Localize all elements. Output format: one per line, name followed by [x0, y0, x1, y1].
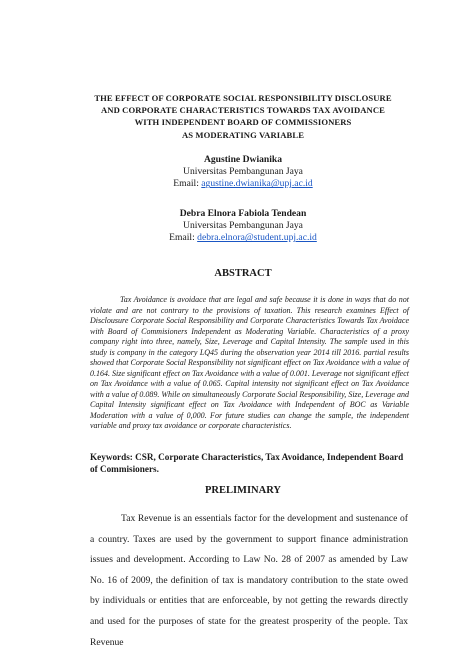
section-heading: PRELIMINARY	[204, 485, 282, 496]
author-name: Agustine Dwianika	[203, 154, 283, 165]
body-paragraph: Tax Revenue is an essentials factor for the development and sustenance of a country. Taxes are used by the government to support finance administration issues and development. According to Law No. 28 of 2007 as amended by Law No. 16 of 2009, the definition of tax is mandatory contribution to the state owed by individuals or entities that are enforceable, by not getting the rewards directly and used for the purposes of state for the greatest prosperity of the people. Tax Revenue	[90, 513, 408, 648]
paper-title	[60, 92, 426, 141]
author-affiliation: Universitas Pembangunan Jaya	[183, 220, 303, 232]
abstract-text: Tax Avoidance is avoidace that are legal and safe because it is done in ways that do not violate and are not contrary to the provisions of taxation. This research examines Effect of Disclousure Corporate Social Responsibility and Corporate Characteristics Towards Tax Avoidace with Board of Commisioners Independent as Moderating Variable. Characteristics of a proxy company right into three, namely, Size, Leverage and Capital Intensity. The sample used in this study is company in the category LQ45 during the observation year 2014 till 2016. partial results showed that Corporate Social Responsibility not significant effect on Tax Avoidance with a value of 0.164. Size significant effect on Tax Avoidance with a value of 0.001. Leverage not significant effect on Tax Avoidance with a value of 0.065. Capital intensity not significant effect on Tax Avoidance with a value of 0.089. While on simultaneously Corporate Social Responsibility, Size, Leverage and Capital Intensity significant effect on Tax Avoidance with Independent of BOC as Variable Moderation with a value of 0,000. For future studies can change the sample, the independent variable and proxy tax avoidance or corporate characteristics.	[90, 295, 409, 430]
title-line: AS MODERATING VARIABLE	[181, 129, 305, 140]
title-line: THE EFFECT OF CORPORATE SOCIAL RESPONSIBILITY DISCLOSURE	[94, 93, 392, 103]
abstract-heading: ABSTRACT	[214, 268, 272, 279]
author-email-row	[60, 178, 426, 190]
author-email-row	[60, 232, 426, 244]
keywords: Keywords: CSR, Corporate Characteristics, Tax Avoidance, Independent Board of Commisioners.	[90, 452, 404, 474]
title-line: AND CORPORATE CHARACTERISTICS TOWARDS TAX AVOIDANCE	[100, 105, 386, 116]
email-label: Email:	[169, 232, 195, 244]
author-name: Debra Elnora Fabiola Tendean	[179, 208, 307, 219]
email-label: Email:	[173, 178, 199, 190]
author-affiliation: Universitas Pembangunan Jaya	[183, 166, 303, 178]
title-line: WITH INDEPENDENT BOARD OF COMMISSIONERS	[134, 117, 352, 128]
author-email-link[interactable]: agustine.dwianika@upj.ac.id	[201, 178, 313, 190]
author-block-1	[60, 154, 426, 191]
author-email-link[interactable]: debra.elnora@student.upj.ac.id	[197, 232, 317, 244]
author-block-2	[60, 208, 426, 245]
